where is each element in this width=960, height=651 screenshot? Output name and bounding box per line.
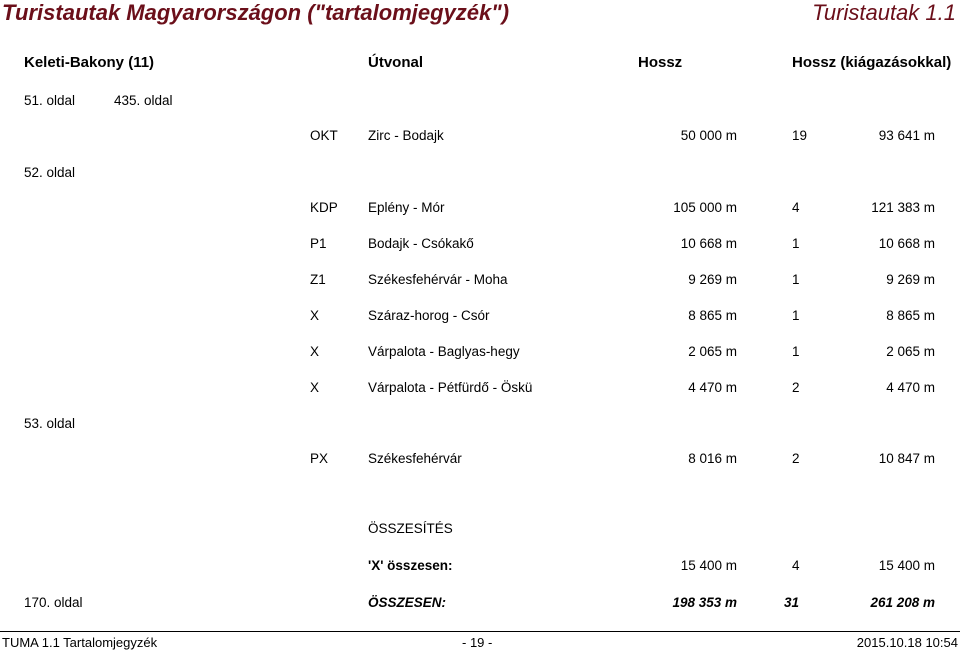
page-ref: 51. oldal — [24, 93, 76, 108]
branch-count: 2 — [792, 451, 800, 466]
x-summary-label: 'X' összesen: — [368, 558, 453, 573]
route-total-length: 9 269 m — [886, 272, 935, 287]
x-summary-count: 4 — [792, 558, 800, 573]
route-total-length: 93 641 m — [878, 128, 935, 143]
branch-count: 2 — [792, 380, 800, 395]
route-total-length: 10 847 m — [878, 451, 935, 466]
route-total-length: 2 065 m — [886, 344, 935, 359]
page-title: Turistautak Magyarországon ("tartalomjegyzék") — [2, 0, 510, 25]
route-mark: OKT — [310, 128, 338, 143]
page-ref: 435. oldal — [114, 93, 173, 108]
route-length: 9 269 m — [688, 272, 737, 287]
page-ref: 52. oldal — [24, 165, 76, 180]
route-name: Székesfehérvár - Moha — [368, 272, 508, 287]
column-header-length-branches: Hossz (kiágazásokkal) — [792, 54, 952, 71]
summary-heading: ÖSSZESÍTÉS — [368, 521, 453, 536]
route-length: 2 065 m — [688, 344, 737, 359]
branch-count: 1 — [792, 308, 800, 323]
route-total-length: 4 470 m — [886, 380, 935, 395]
route-total-length: 10 668 m — [878, 236, 935, 251]
route-length: 8 865 m — [688, 308, 737, 323]
route-name: Eplény - Mór — [368, 200, 445, 215]
route-mark: X — [310, 308, 320, 323]
document-version: Turistautak 1.1 — [812, 0, 956, 25]
footer-divider — [0, 631, 960, 632]
branch-count: 1 — [792, 236, 800, 251]
route-name: Várpalota - Pétfürdő - Öskü — [368, 380, 533, 395]
route-mark: PX — [310, 451, 329, 466]
route-name: Székesfehérvár — [368, 451, 462, 466]
page-ref: 170. oldal — [24, 595, 83, 610]
route-total-length: 121 383 m — [871, 200, 935, 215]
route-name: Várpalota - Baglyas-hegy — [368, 344, 520, 359]
branch-count: 4 — [792, 200, 800, 215]
x-summary-total: 15 400 m — [878, 558, 935, 573]
section-heading: Keleti-Bakony (11) — [24, 54, 155, 71]
footer-timestamp: 2015.10.18 10:54 — [856, 635, 958, 650]
column-header-length: Hossz — [638, 54, 683, 71]
route-mark: X — [310, 380, 320, 395]
route-length: 50 000 m — [680, 128, 737, 143]
grand-total-count: 31 — [784, 595, 800, 610]
grand-total-label: ÖSSZESEN: — [368, 595, 447, 610]
route-mark: X — [310, 344, 320, 359]
grand-total-total: 261 208 m — [870, 595, 935, 610]
footer-left: TUMA 1.1 Tartalomjegyzék — [2, 635, 158, 650]
page-number: - 19 - — [462, 635, 493, 650]
page-ref: 53. oldal — [24, 416, 76, 431]
route-name: Bodajk - Csókakő — [368, 236, 474, 251]
column-header-route: Útvonal — [368, 54, 424, 71]
branch-count: 19 — [792, 128, 808, 143]
route-name: Zirc - Bodajk — [368, 128, 444, 143]
x-summary-length: 15 400 m — [680, 558, 737, 573]
route-length: 105 000 m — [673, 200, 737, 215]
route-mark: Z1 — [310, 272, 326, 287]
route-length: 4 470 m — [688, 380, 737, 395]
branch-count: 1 — [792, 272, 800, 287]
route-total-length: 8 865 m — [886, 308, 935, 323]
route-mark: P1 — [310, 236, 327, 251]
route-length: 8 016 m — [688, 451, 737, 466]
route-length: 10 668 m — [680, 236, 737, 251]
route-mark: KDP — [310, 200, 338, 215]
branch-count: 1 — [792, 344, 800, 359]
route-name: Száraz-horog - Csór — [368, 308, 490, 323]
grand-total-length: 198 353 m — [672, 595, 737, 610]
